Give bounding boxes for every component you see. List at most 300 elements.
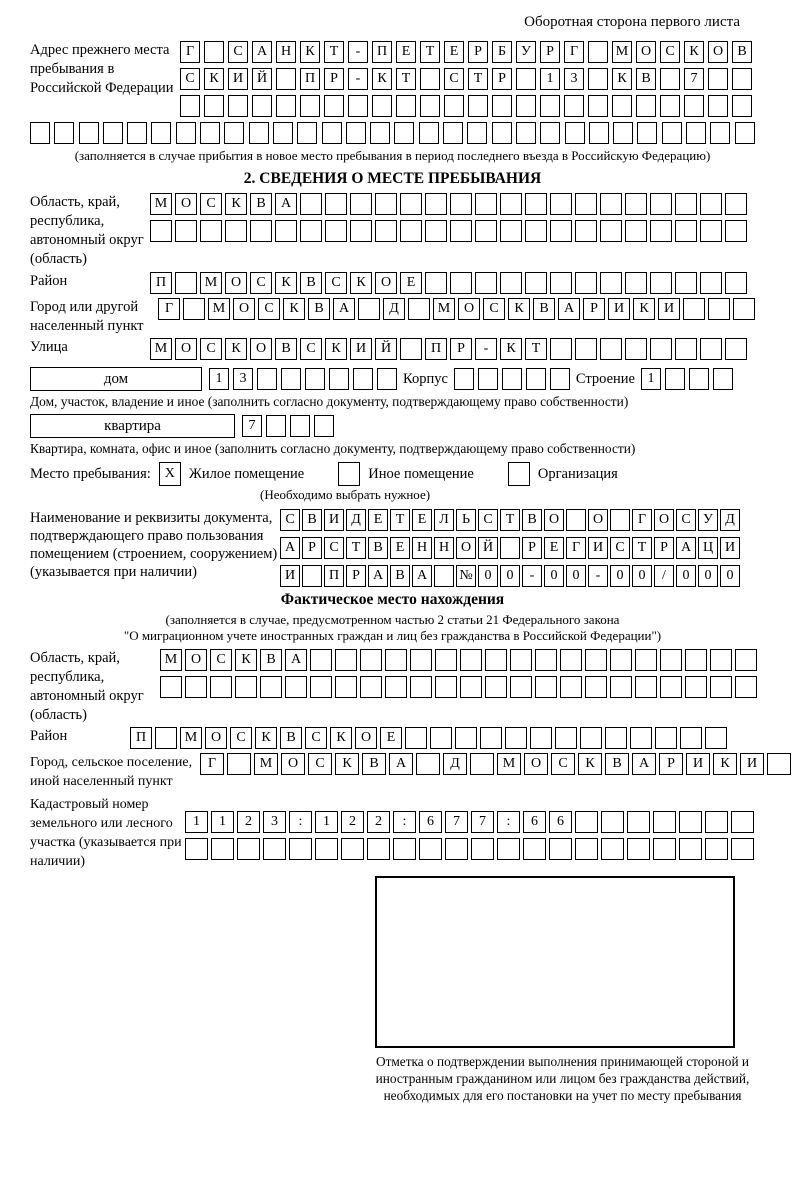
- char-cell[interactable]: [502, 368, 522, 390]
- char-cell[interactable]: Й: [478, 537, 498, 559]
- char-cell[interactable]: [460, 676, 482, 698]
- char-cell[interactable]: [605, 727, 627, 749]
- char-cell[interactable]: [420, 68, 440, 90]
- char-cell[interactable]: [204, 41, 224, 63]
- char-cell[interactable]: С: [200, 193, 222, 215]
- char-cell[interactable]: В: [250, 193, 272, 215]
- char-cell[interactable]: [211, 838, 234, 860]
- char-cell[interactable]: [450, 220, 472, 242]
- char-cell[interactable]: [767, 753, 791, 775]
- char-cell[interactable]: [227, 753, 251, 775]
- char-cell[interactable]: [660, 649, 682, 671]
- char-cell[interactable]: [180, 95, 200, 117]
- char-cell[interactable]: [228, 95, 248, 117]
- char-cell[interactable]: [183, 298, 205, 320]
- char-cell[interactable]: Т: [468, 68, 488, 90]
- char-cell[interactable]: 2: [367, 811, 390, 833]
- char-cell[interactable]: [385, 649, 407, 671]
- char-cell[interactable]: [600, 220, 622, 242]
- char-cell[interactable]: С: [305, 727, 327, 749]
- char-cell[interactable]: В: [390, 565, 410, 587]
- char-cell[interactable]: Ц: [698, 537, 718, 559]
- char-cell[interactable]: [700, 220, 722, 242]
- char-cell[interactable]: :: [393, 811, 416, 833]
- char-cell[interactable]: М: [150, 338, 172, 360]
- char-cell[interactable]: [289, 838, 312, 860]
- char-cell[interactable]: [680, 727, 702, 749]
- char-cell[interactable]: [610, 649, 632, 671]
- char-cell[interactable]: Р: [324, 68, 344, 90]
- char-cell[interactable]: [530, 727, 552, 749]
- char-cell[interactable]: [434, 565, 454, 587]
- char-cell[interactable]: О: [636, 41, 656, 63]
- char-cell[interactable]: [310, 676, 332, 698]
- char-cell[interactable]: А: [676, 537, 696, 559]
- char-cell[interactable]: [252, 95, 272, 117]
- char-cell[interactable]: А: [333, 298, 355, 320]
- char-cell[interactable]: 1: [211, 811, 234, 833]
- char-cell[interactable]: [637, 122, 657, 144]
- char-cell[interactable]: [185, 676, 207, 698]
- char-cell[interactable]: В: [308, 298, 330, 320]
- char-cell[interactable]: А: [252, 41, 272, 63]
- checkbox-other-premises[interactable]: [338, 462, 360, 486]
- char-cell[interactable]: [485, 676, 507, 698]
- char-cell[interactable]: Т: [324, 41, 344, 63]
- char-cell[interactable]: [555, 727, 577, 749]
- char-cell[interactable]: [601, 838, 624, 860]
- char-cell[interactable]: [350, 220, 372, 242]
- char-cell[interactable]: [393, 838, 416, 860]
- char-cell[interactable]: [540, 122, 560, 144]
- char-cell[interactable]: [485, 649, 507, 671]
- char-cell[interactable]: [612, 95, 632, 117]
- char-cell[interactable]: [655, 727, 677, 749]
- char-cell[interactable]: [600, 338, 622, 360]
- char-cell[interactable]: [492, 122, 512, 144]
- char-cell[interactable]: [335, 649, 357, 671]
- char-cell[interactable]: Д: [383, 298, 405, 320]
- char-cell[interactable]: [237, 838, 260, 860]
- char-cell[interactable]: [675, 220, 697, 242]
- char-cell[interactable]: [627, 838, 650, 860]
- char-cell[interactable]: К: [225, 193, 247, 215]
- char-cell[interactable]: О: [456, 537, 476, 559]
- char-cell[interactable]: В: [636, 68, 656, 90]
- char-cell[interactable]: [732, 95, 752, 117]
- char-cell[interactable]: [314, 415, 334, 437]
- char-cell[interactable]: 0: [676, 565, 696, 587]
- char-cell[interactable]: [315, 838, 338, 860]
- char-cell[interactable]: М: [497, 753, 521, 775]
- char-cell[interactable]: [305, 368, 325, 390]
- char-cell[interactable]: [550, 272, 572, 294]
- char-cell[interactable]: [419, 838, 442, 860]
- char-cell[interactable]: [535, 649, 557, 671]
- char-cell[interactable]: В: [275, 338, 297, 360]
- char-cell[interactable]: [370, 122, 390, 144]
- char-cell[interactable]: [600, 272, 622, 294]
- char-cell[interactable]: [454, 368, 474, 390]
- char-cell[interactable]: Р: [654, 537, 674, 559]
- char-cell[interactable]: К: [633, 298, 655, 320]
- char-cell[interactable]: Б: [492, 41, 512, 63]
- char-cell[interactable]: И: [658, 298, 680, 320]
- char-cell[interactable]: [300, 220, 322, 242]
- char-cell[interactable]: 7: [471, 811, 494, 833]
- char-cell[interactable]: С: [444, 68, 464, 90]
- char-cell[interactable]: [410, 676, 432, 698]
- char-cell[interactable]: 0: [500, 565, 520, 587]
- char-cell[interactable]: [600, 193, 622, 215]
- char-cell[interactable]: К: [372, 68, 392, 90]
- char-cell[interactable]: [150, 220, 172, 242]
- char-cell[interactable]: [660, 95, 680, 117]
- char-cell[interactable]: [353, 368, 373, 390]
- char-cell[interactable]: Е: [390, 537, 410, 559]
- char-cell[interactable]: [54, 122, 74, 144]
- char-cell[interactable]: [660, 676, 682, 698]
- char-cell[interactable]: [725, 272, 747, 294]
- char-cell[interactable]: М: [150, 193, 172, 215]
- char-cell[interactable]: [516, 68, 536, 90]
- char-cell[interactable]: [290, 415, 310, 437]
- char-cell[interactable]: В: [732, 41, 752, 63]
- char-cell[interactable]: -: [348, 41, 368, 63]
- char-cell[interactable]: Г: [632, 509, 652, 531]
- char-cell[interactable]: И: [720, 537, 740, 559]
- char-cell[interactable]: [435, 676, 457, 698]
- char-cell[interactable]: [725, 220, 747, 242]
- char-cell[interactable]: [400, 220, 422, 242]
- char-cell[interactable]: [725, 338, 747, 360]
- char-cell[interactable]: О: [233, 298, 255, 320]
- char-cell[interactable]: №: [456, 565, 476, 587]
- char-cell[interactable]: О: [225, 272, 247, 294]
- char-cell[interactable]: [525, 220, 547, 242]
- char-cell[interactable]: [575, 272, 597, 294]
- char-cell[interactable]: [731, 811, 754, 833]
- char-cell[interactable]: 0: [566, 565, 586, 587]
- char-cell[interactable]: Е: [544, 537, 564, 559]
- char-cell[interactable]: [549, 838, 572, 860]
- char-cell[interactable]: [200, 220, 222, 242]
- char-cell[interactable]: С: [324, 537, 344, 559]
- char-cell[interactable]: А: [285, 649, 307, 671]
- char-cell[interactable]: [204, 95, 224, 117]
- char-cell[interactable]: Е: [380, 727, 402, 749]
- char-cell[interactable]: [276, 68, 296, 90]
- char-cell[interactable]: У: [516, 41, 536, 63]
- char-cell[interactable]: О: [281, 753, 305, 775]
- char-cell[interactable]: [435, 649, 457, 671]
- char-cell[interactable]: 1: [315, 811, 338, 833]
- char-cell[interactable]: [601, 811, 624, 833]
- char-cell[interactable]: С: [483, 298, 505, 320]
- char-cell[interactable]: [329, 368, 349, 390]
- char-cell[interactable]: [480, 727, 502, 749]
- char-cell[interactable]: К: [713, 753, 737, 775]
- char-cell[interactable]: Т: [525, 338, 547, 360]
- char-cell[interactable]: [523, 838, 546, 860]
- char-cell[interactable]: А: [632, 753, 656, 775]
- char-cell[interactable]: И: [324, 509, 344, 531]
- char-cell[interactable]: А: [558, 298, 580, 320]
- char-cell[interactable]: 0: [544, 565, 564, 587]
- char-cell[interactable]: [575, 811, 598, 833]
- char-cell[interactable]: Р: [583, 298, 605, 320]
- char-cell[interactable]: [151, 122, 171, 144]
- char-cell[interactable]: [273, 122, 293, 144]
- char-cell[interactable]: Е: [444, 41, 464, 63]
- char-cell[interactable]: [625, 272, 647, 294]
- char-cell[interactable]: [735, 676, 757, 698]
- char-cell[interactable]: [516, 122, 536, 144]
- char-cell[interactable]: М: [208, 298, 230, 320]
- char-cell[interactable]: [367, 838, 390, 860]
- char-cell[interactable]: [613, 122, 633, 144]
- char-cell[interactable]: [705, 838, 728, 860]
- char-cell[interactable]: К: [283, 298, 305, 320]
- char-cell[interactable]: -: [348, 68, 368, 90]
- char-cell[interactable]: [325, 220, 347, 242]
- char-cell[interactable]: [297, 122, 317, 144]
- char-cell[interactable]: [684, 95, 704, 117]
- char-cell[interactable]: И: [740, 753, 764, 775]
- char-cell[interactable]: [478, 368, 498, 390]
- char-cell[interactable]: [266, 415, 286, 437]
- char-cell[interactable]: [443, 122, 463, 144]
- char-cell[interactable]: О: [544, 509, 564, 531]
- char-cell[interactable]: С: [230, 727, 252, 749]
- char-cell[interactable]: С: [258, 298, 280, 320]
- char-cell[interactable]: С: [478, 509, 498, 531]
- char-cell[interactable]: А: [389, 753, 413, 775]
- char-cell[interactable]: [505, 727, 527, 749]
- char-cell[interactable]: [683, 298, 705, 320]
- char-cell[interactable]: [175, 272, 197, 294]
- checkbox-residential[interactable]: X: [159, 462, 181, 486]
- char-cell[interactable]: [686, 122, 706, 144]
- char-cell[interactable]: 1: [641, 368, 661, 390]
- char-cell[interactable]: [475, 272, 497, 294]
- char-cell[interactable]: С: [325, 272, 347, 294]
- char-cell[interactable]: П: [300, 68, 320, 90]
- char-cell[interactable]: [675, 272, 697, 294]
- char-cell[interactable]: [497, 838, 520, 860]
- char-cell[interactable]: [396, 95, 416, 117]
- char-cell[interactable]: [410, 649, 432, 671]
- char-cell[interactable]: И: [686, 753, 710, 775]
- char-cell[interactable]: П: [425, 338, 447, 360]
- char-cell[interactable]: К: [255, 727, 277, 749]
- char-cell[interactable]: [260, 676, 282, 698]
- char-cell[interactable]: [450, 193, 472, 215]
- char-cell[interactable]: [710, 676, 732, 698]
- char-cell[interactable]: В: [522, 509, 542, 531]
- char-cell[interactable]: М: [612, 41, 632, 63]
- char-cell[interactable]: [650, 193, 672, 215]
- char-cell[interactable]: 6: [523, 811, 546, 833]
- char-cell[interactable]: Г: [564, 41, 584, 63]
- char-cell[interactable]: [445, 838, 468, 860]
- char-cell[interactable]: Р: [450, 338, 472, 360]
- char-cell[interactable]: К: [578, 753, 602, 775]
- char-cell[interactable]: [235, 676, 257, 698]
- char-cell[interactable]: [705, 811, 728, 833]
- char-cell[interactable]: [635, 649, 657, 671]
- char-cell[interactable]: [575, 220, 597, 242]
- char-cell[interactable]: [650, 272, 672, 294]
- char-cell[interactable]: К: [300, 41, 320, 63]
- char-cell[interactable]: Д: [720, 509, 740, 531]
- char-cell[interactable]: Н: [276, 41, 296, 63]
- char-cell[interactable]: Т: [396, 68, 416, 90]
- char-cell[interactable]: К: [204, 68, 224, 90]
- char-cell[interactable]: В: [533, 298, 555, 320]
- char-cell[interactable]: Д: [443, 753, 467, 775]
- char-cell[interactable]: [708, 68, 728, 90]
- char-cell[interactable]: [375, 193, 397, 215]
- char-cell[interactable]: [249, 122, 269, 144]
- char-cell[interactable]: Г: [180, 41, 200, 63]
- char-cell[interactable]: К: [684, 41, 704, 63]
- char-cell[interactable]: Й: [252, 68, 272, 90]
- char-cell[interactable]: [425, 193, 447, 215]
- char-cell[interactable]: С: [180, 68, 200, 90]
- char-cell[interactable]: -: [475, 338, 497, 360]
- char-cell[interactable]: О: [205, 727, 227, 749]
- char-cell[interactable]: [275, 220, 297, 242]
- char-cell[interactable]: Р: [468, 41, 488, 63]
- char-cell[interactable]: [713, 368, 733, 390]
- char-cell[interactable]: [665, 368, 685, 390]
- char-cell[interactable]: О: [654, 509, 674, 531]
- char-cell[interactable]: [540, 95, 560, 117]
- char-cell[interactable]: [325, 193, 347, 215]
- char-cell[interactable]: [405, 727, 427, 749]
- char-cell[interactable]: [324, 95, 344, 117]
- char-cell[interactable]: О: [175, 338, 197, 360]
- char-cell[interactable]: Р: [659, 753, 683, 775]
- char-cell[interactable]: [588, 95, 608, 117]
- char-cell[interactable]: [627, 811, 650, 833]
- char-cell[interactable]: [470, 753, 494, 775]
- char-cell[interactable]: В: [280, 727, 302, 749]
- char-cell[interactable]: [700, 272, 722, 294]
- char-cell[interactable]: [310, 649, 332, 671]
- char-cell[interactable]: [341, 838, 364, 860]
- char-cell[interactable]: [635, 676, 657, 698]
- char-cell[interactable]: /: [654, 565, 674, 587]
- char-cell[interactable]: Г: [200, 753, 224, 775]
- char-cell[interactable]: [263, 838, 286, 860]
- char-cell[interactable]: С: [660, 41, 680, 63]
- char-cell[interactable]: О: [708, 41, 728, 63]
- char-cell[interactable]: 7: [445, 811, 468, 833]
- char-cell[interactable]: [455, 727, 477, 749]
- char-cell[interactable]: [588, 68, 608, 90]
- char-cell[interactable]: [468, 95, 488, 117]
- char-cell[interactable]: С: [250, 272, 272, 294]
- char-cell[interactable]: С: [300, 338, 322, 360]
- char-cell[interactable]: 3: [233, 368, 253, 390]
- char-cell[interactable]: 0: [720, 565, 740, 587]
- char-cell[interactable]: [322, 122, 342, 144]
- char-cell[interactable]: [625, 338, 647, 360]
- char-cell[interactable]: [610, 509, 630, 531]
- char-cell[interactable]: [625, 220, 647, 242]
- char-cell[interactable]: К: [325, 338, 347, 360]
- char-cell[interactable]: К: [350, 272, 372, 294]
- char-cell[interactable]: И: [608, 298, 630, 320]
- char-cell[interactable]: [560, 676, 582, 698]
- char-cell[interactable]: Г: [158, 298, 180, 320]
- char-cell[interactable]: [419, 122, 439, 144]
- char-cell[interactable]: Е: [400, 272, 422, 294]
- char-cell[interactable]: [250, 220, 272, 242]
- char-cell[interactable]: М: [433, 298, 455, 320]
- char-cell[interactable]: [708, 298, 730, 320]
- char-cell[interactable]: [400, 193, 422, 215]
- char-cell[interactable]: -: [522, 565, 542, 587]
- char-cell[interactable]: Т: [390, 509, 410, 531]
- char-cell[interactable]: [372, 95, 392, 117]
- char-cell[interactable]: Н: [412, 537, 432, 559]
- char-cell[interactable]: [155, 727, 177, 749]
- char-cell[interactable]: С: [551, 753, 575, 775]
- char-cell[interactable]: [725, 193, 747, 215]
- char-cell[interactable]: [575, 838, 598, 860]
- char-cell[interactable]: [566, 509, 586, 531]
- char-cell[interactable]: М: [180, 727, 202, 749]
- char-cell[interactable]: 0: [632, 565, 652, 587]
- char-cell[interactable]: [475, 193, 497, 215]
- char-cell[interactable]: [653, 838, 676, 860]
- char-cell[interactable]: [225, 220, 247, 242]
- char-cell[interactable]: [358, 298, 380, 320]
- char-cell[interactable]: 1: [540, 68, 560, 90]
- char-cell[interactable]: [160, 676, 182, 698]
- char-cell[interactable]: [575, 338, 597, 360]
- char-cell[interactable]: [460, 649, 482, 671]
- char-cell[interactable]: К: [500, 338, 522, 360]
- char-cell[interactable]: [416, 753, 440, 775]
- char-cell[interactable]: 2: [341, 811, 364, 833]
- char-cell[interactable]: И: [588, 537, 608, 559]
- char-cell[interactable]: [450, 272, 472, 294]
- char-cell[interactable]: А: [368, 565, 388, 587]
- char-cell[interactable]: П: [130, 727, 152, 749]
- char-cell[interactable]: О: [588, 509, 608, 531]
- char-cell[interactable]: О: [185, 649, 207, 671]
- char-cell[interactable]: [127, 122, 147, 144]
- char-cell[interactable]: О: [250, 338, 272, 360]
- char-cell[interactable]: Й: [375, 338, 397, 360]
- char-cell[interactable]: [710, 649, 732, 671]
- char-cell[interactable]: [735, 649, 757, 671]
- char-cell[interactable]: С: [228, 41, 248, 63]
- char-cell[interactable]: [430, 727, 452, 749]
- char-cell[interactable]: 3: [263, 811, 286, 833]
- char-cell[interactable]: [588, 41, 608, 63]
- char-cell[interactable]: [394, 122, 414, 144]
- char-cell[interactable]: [733, 298, 755, 320]
- char-cell[interactable]: [685, 676, 707, 698]
- char-cell[interactable]: Т: [420, 41, 440, 63]
- char-cell[interactable]: [425, 272, 447, 294]
- char-cell[interactable]: А: [280, 537, 300, 559]
